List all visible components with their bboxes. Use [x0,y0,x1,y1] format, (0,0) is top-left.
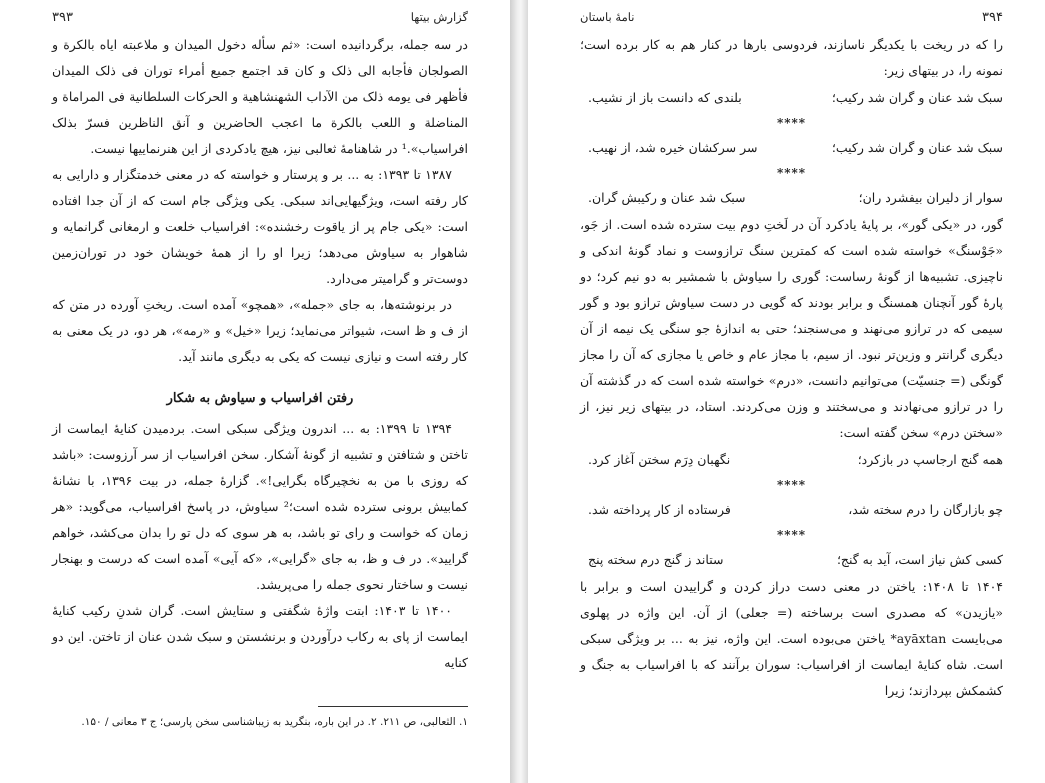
verse [580,496,1003,524]
verse-hemistich-2: فرستاده از کار پرداخته شد. [588,502,731,517]
verse-separator: **** [776,528,807,542]
right-page-header [580,10,1003,32]
verse-hemistich-1: چو بازارگان را درم سخته شد، [848,502,1003,517]
verse-separator: **** [776,478,807,492]
left-page-number: ۳۹۳ [52,10,73,25]
paragraph-gor-commentary: گور، در «یکی گور»، بر پایهٔ یادکرد آن در لَختِ دوم بیت سترده شده است. از جَو، «جَوْسنگ» خواسته شده است که کمترین سنگ ترازوست و نماد گونهٔ اندکی و ناچیزی. تشبیه‌ها از گونهٔ رساست: گوری را سیاوش با شمشیر به دو نیم کرد؛ دو پارهٔ گور آنچنان همسنگ و برابر بودند که گویی در دست سیاوش ترازو بود و گور سیمی که در ترازو می‌نهند و می‌سنجند؛ حتی به اندازهٔ جو سنگی یک نیمه از آن دیگری گرانتر و وزین‌تر نبود. از سیم، با مجاز عام و خاص یا مجازی که آن را مجاز گونگی (= جنسیّت) می‌توانیم دانست، «درم» خواسته شده است که در گذشته آن را در ترازو می‌نهادند و می‌سختند و وزن می‌کردند. استاد، در بیتهای زیر نیز، از «سختن درم» سخن گفته است: [580,217,1003,440]
footnote-divider [318,706,468,707]
left-page-body [52,32,468,676]
verse-hemistich-2: بلندی که دانست باز از نشیب. [588,90,742,105]
book-gutter [510,0,528,783]
verse [580,184,1003,212]
verse-hemistich-1: سوار از دلیران بیفشرد ران؛ [858,190,1003,205]
verse-separator: **** [776,166,807,180]
right-running-head: نامهٔ باستان [580,10,635,24]
verse-hemistich-2: نگهبان دِرَم سختن آغاز کرد. [588,452,731,467]
right-page [528,0,1045,783]
verse-hemistich-1: سبک شد عنان و گران شد رکیب؛ [831,140,1003,155]
paragraph-1400-1403: ۱۴۰۰ تا ۱۴۰۳: ابتت واژهٔ شگفتی و ستایش است. گران شدنِ رکیب کنایهٔ ایماست از پای به رکاب درآوردن و برنشستن و سبک شدن عنان از تاختن. این دو کنایه [52,603,468,670]
verse-hemistich-2: ستاند ز گنج درم سخته پنج [588,552,724,567]
paragraph-1404-1408: ۱۴۰۴ تا ۱۴۰۸: یاختن در معنی دست دراز کردن و گراییدن است و برابر با «یازیدن» که مصدری است برساخته (= جعلی) از آن. این واژه در پهلوی می‌بایست ayāxtan* یاختن می‌بوده است. این واژه، نیز به ... بر ویژگی سبکی است. شاه کنایهٔ ایماست از افراسیاب: سوران برآنند که با افراسیاب به جنگ و کشمکش بپردازند؛ زیرا [580,579,1003,698]
verse [580,84,1003,112]
verse-hemistich-2: سر سرکشان خیره شد، از نهیب. [588,140,758,155]
left-page [0,0,510,783]
right-page-number: ۳۹۴ [982,10,1003,25]
paragraph-variants: در برنوشته‌ها، به جای «جمله»، «همچو» آمده است. ریختِ آورده در متن که از ف و ظ است، شیواتر می‌نماید؛ زیرا «خیل» و «رمه»، هر دو، در یک معنی به کار رفته است و نیازی نیست که یکی به دیگری مانند آید. [52,297,468,364]
paragraph-1394-1399: ۱۳۹۴ تا ۱۳۹۹: به ... اندرون ویژگی سبکی است. بردمیدن کنایهٔ ایماست از تاختن و شتافتن و تشبیه از گونهٔ آشکار. سخن افراسیاب از سر آرزوست: «باشد که روزی با من به نخچیرگاه بگرایی!». گزارهٔ جمله، در بیت ۱۳۹۶، با نشانهٔ کمابیش برونی سترده شده است؛² سیاوش، در پاسخ افراسیاب، می‌گوید: «هر زمان که خواست و رای تو باشد، به هر سوی که دل تو را بدان می‌کشد، خواهم گرایید». در ف و ظ، به جای «گرایی»، «که آیی» آمده است که درست و بهنجار نیست و ساختار نحوی جمله را می‌پریشد. [52,421,469,592]
verse-hemistich-1: کسی کش نیاز است، آید به گنج؛ [836,552,1003,567]
verse-hemistich-1: سبک شد عنان و گران شد رکیب؛ [831,90,1003,105]
footnotes: ۱. الثعالبی، ص ۲۱۱. ۲. در این باره، بنگرید به زیباشناسی سخن پارسی؛ ج ۳ معانی / ۱۵۰. [81,716,468,728]
verse-hemistich-1: همه گنج ارجاسپ در بازکرد؛ [857,452,1003,467]
right-page-body [580,32,1003,704]
left-running-head: گزارش بیتها [410,10,468,24]
paragraph-intro: را که در ریخت با یکدیگر ناسازند، فردوسی بارها در کنار هم به کار برده است؛ نمونه را، در بیتهای زیر: [580,37,1003,78]
verse-separator: **** [776,116,807,130]
verse-hemistich-2: سبک شد عنان و رکیبش گران. [588,190,746,205]
verse [580,446,1003,474]
verse [580,134,1003,162]
paragraph-arabic-quote: در سه جمله، برگردانیده است: «ثم سأله دخول المیدان و ملاعبته ایاه بالکرة و الصولجان فأجابه الی ذلک و کان قد اجتمع جمیع أمراء توران فی ذلک المیدان فأظهر فی یومه ذلک من الآداب الشهنشاهیة و الحرکات السلطانیة فی المراماة و المناضلة و اللعب بالکرة ما اعجب الحاضرین و آنق الناظرین فسرّ بذلک افراسیاب».¹ در شاهنامهٔ ثعالبی نیز، هیچ یادکردی از این هنرنماییها نیست. [52,37,468,156]
verse [580,546,1003,574]
section-title: رفتن افراسیاب و سیاوش به شکار [166,391,354,406]
paragraph-1387-1393: ۱۳۸۷ تا ۱۳۹۳: به ... بر و پرستار و خواسته که در معنی خدمتگزار و دارایی به کار رفته است، ویژگیهایی‌اند سبکی. یکی ویژگی جام است که از آن جدا افتاده است: «یکی جام پر از یاقوت رخشنده»: افراسیاب خلعت و ارمغانی گرانمایه و شاهوار به سیاوش می‌دهد؛ زیرا او را از همهٔ خویشان خود در توران‌زمین دوست‌تر و گرامیتر می‌دارد. [52,167,468,286]
left-page-header [52,10,468,32]
